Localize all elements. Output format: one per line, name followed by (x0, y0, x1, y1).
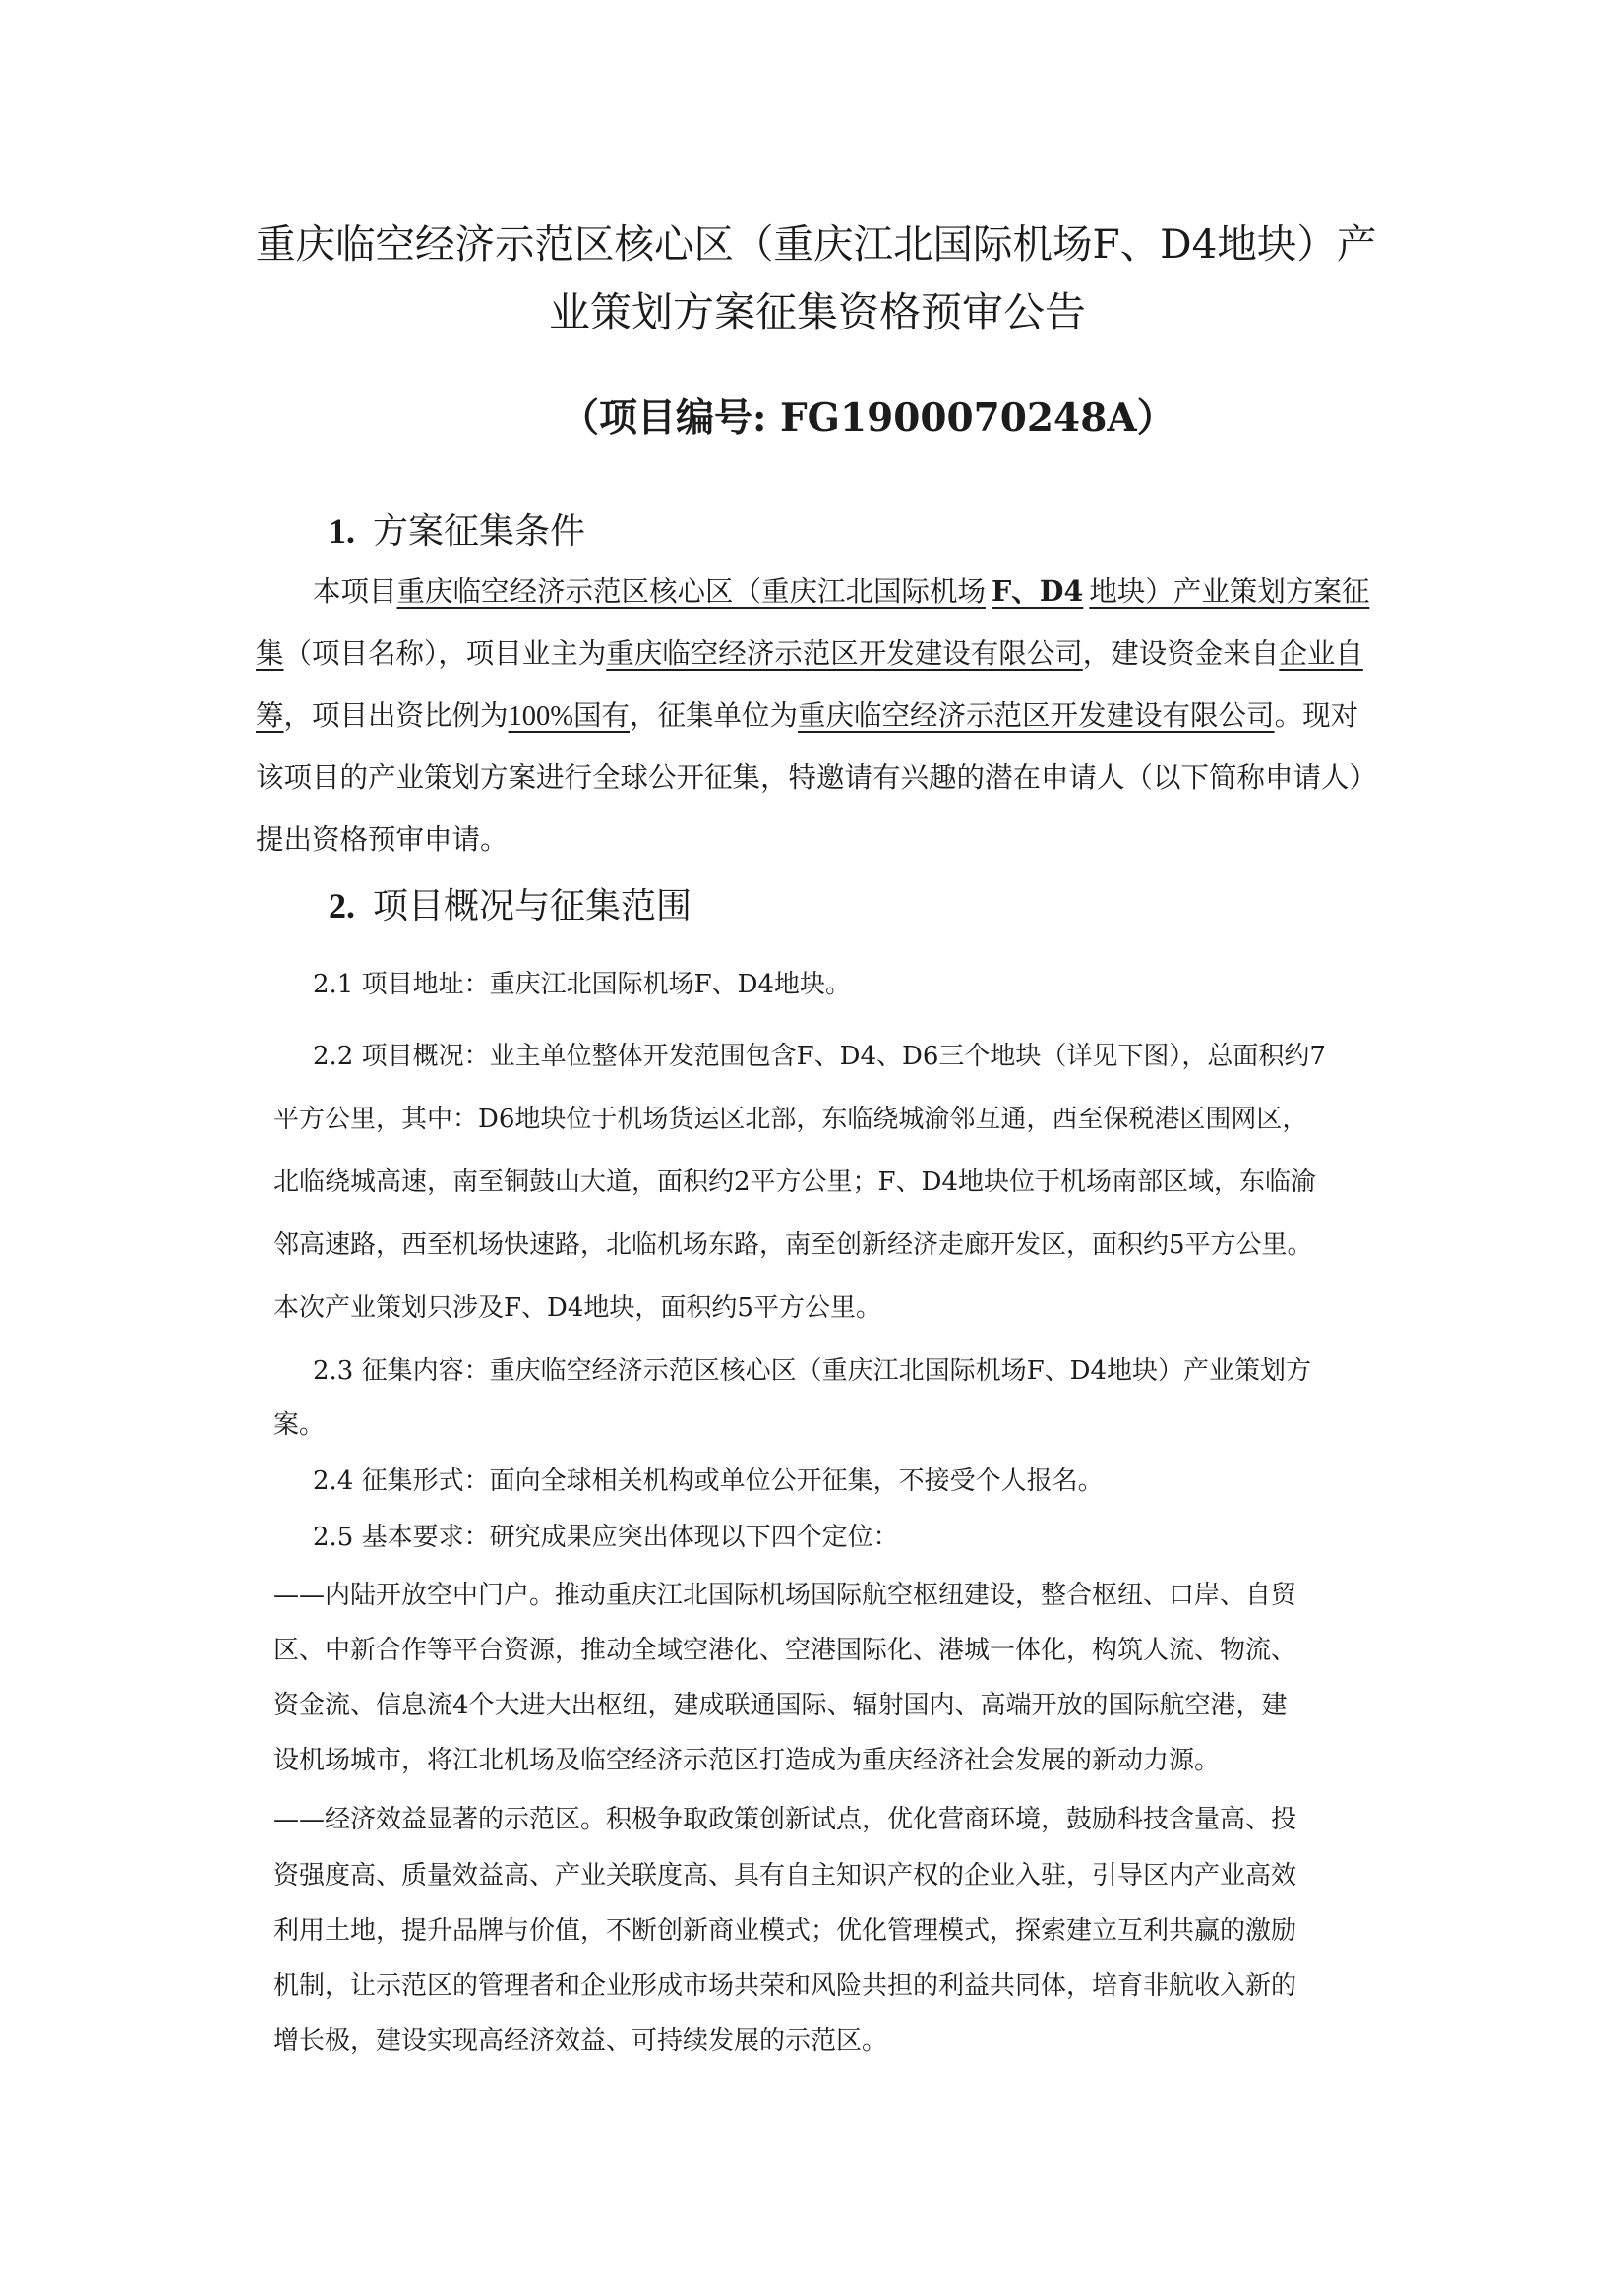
section-1-line-4: 该项目的产业策划方案进行全球公开征集，特邀请有兴趣的潜在申请人（以下简称申请人） (256, 761, 1378, 794)
text: ，建设资金来自 (1082, 637, 1280, 670)
item-2-1: 2.1 项目地址：重庆江北国际机场F、D4地块。 (313, 970, 852, 999)
positioning-1-line: 区、中新合作等平台资源，推动全域空港化、空港国际化、港城一体化，构筑人流、物流、 (273, 1636, 1297, 1665)
section-1-title: 方案征集条件 (373, 511, 586, 552)
text: ，项目出资比例为 (283, 699, 509, 732)
section-1-line-1 (313, 561, 1369, 623)
section-1-line-3 (256, 685, 1358, 748)
fund-source: 企业自 (1279, 637, 1363, 670)
section-1-number: 1. (329, 511, 355, 551)
document-title-line-2: 业策划方案征集资格预审公告 (549, 288, 1087, 336)
project-name-part: F、D4 (992, 574, 1084, 608)
project-name-link (397, 575, 1370, 608)
positioning-1-line: 资金流、信息流4个大进大出枢纽，建成联通国际、辐射国内、高端开放的国际航空港，建 (273, 1691, 1288, 1720)
section-2-title: 项目概况与征集范围 (373, 886, 692, 927)
item-2-2-line: 邻高速路，西至机场快速路，北临机场东路，南至创新经济走廊开发区，面积约5平方公里。 (273, 1230, 1313, 1260)
project-owner: 重庆临空经济示范区开发建设有限公司 (606, 637, 1083, 670)
section-2-heading (329, 878, 692, 928)
item-2-2-line: 平方公里，其中：D6地块位于机场货运区北部，东临绕城渝邻互通，西至保税港区围网区， (273, 1105, 1308, 1134)
positioning-2-line: 机制，让示范区的管理者和企业形成市场共荣和风险共担的利益共同体，培育非航收入新的 (273, 1971, 1297, 2001)
section-1-line-5: 提出资格预审申请。 (256, 823, 509, 856)
fund-source-end: 筹 (256, 699, 284, 732)
collecting-unit: 重庆临空经济示范区开发建设有限公司 (798, 699, 1275, 732)
item-2-3-line: 案。 (273, 1410, 326, 1440)
positioning-2-line: ——经济效益显著的示范区。积极争取政策创新试点，优化营商环境，鼓励科技含量高、投 (273, 1805, 1297, 1834)
project-name-end: 集 (256, 637, 284, 670)
document-title-line-1: 重庆临空经济示范区核心区（重庆江北国际机场F、D4地块）产 (256, 220, 1377, 268)
item-2-2: 2.2 项目概况：业主单位整体开发范围包含F、D4、D6三个地块（详见下图），总面积约7 (313, 1042, 1326, 1071)
section-2-number: 2. (329, 886, 355, 926)
positioning-1-line: 设机场城市，将江北机场及临空经济示范区打造成为重庆经济社会发展的新动力源。 (273, 1746, 1221, 1775)
text: 。现对 (1274, 699, 1359, 732)
positioning-2-line: 资强度高、质量效益高、产业关联度高、具有自主知识产权的企业入驻，引导区内产业高效 (273, 1861, 1297, 1890)
section-1-heading (329, 504, 585, 554)
investment-ratio: 100%国有 (508, 701, 631, 732)
text: （项目名称），项目业主为 (283, 637, 607, 670)
text: ，征集单位为 (630, 699, 799, 732)
item-2-3: 2.3 征集内容：重庆临空经济示范区核心区（重庆江北国际机场F、D4地块）产业策划方 (313, 1356, 1312, 1386)
project-name-part: 重庆临空经济示范区核心区（重庆江北国际机场 (396, 575, 987, 608)
positioning-2-line: 利用土地，提升品牌与价值，不断创新商业模式；优化管理模式，探索建立互利共赢的激励 (273, 1916, 1297, 1946)
positioning-2-line: 增长极，建设实现高经济效益、可持续发展的示范区。 (273, 2026, 888, 2056)
item-2-5: 2.5 基本要求：研究成果应突出体现以下四个定位： (313, 1523, 899, 1552)
section-1-line-2 (256, 623, 1363, 685)
project-number: （项目编号: FG1900070248A） (561, 395, 1175, 441)
text-prefix: 本项目 (313, 575, 397, 608)
project-name-part: 地块）产业策划方案征 (1089, 575, 1370, 608)
item-2-2-line: 本次产业策划只涉及F、D4地块，面积约5平方公里。 (273, 1293, 881, 1323)
item-2-4: 2.4 征集形式：面向全球相关机构或单位公开征集，不接受个人报名。 (313, 1467, 1104, 1496)
item-2-2-line: 北临绕城高速，南至铜鼓山大道，面积约2平方公里；F、D4地块位于机场南部区域，东临渝 (273, 1167, 1316, 1197)
positioning-1-line: ——内陆开放空中门户。推动重庆江北国际机场国际航空枢纽建设，整合枢纽、口岸、自贸 (273, 1581, 1297, 1610)
